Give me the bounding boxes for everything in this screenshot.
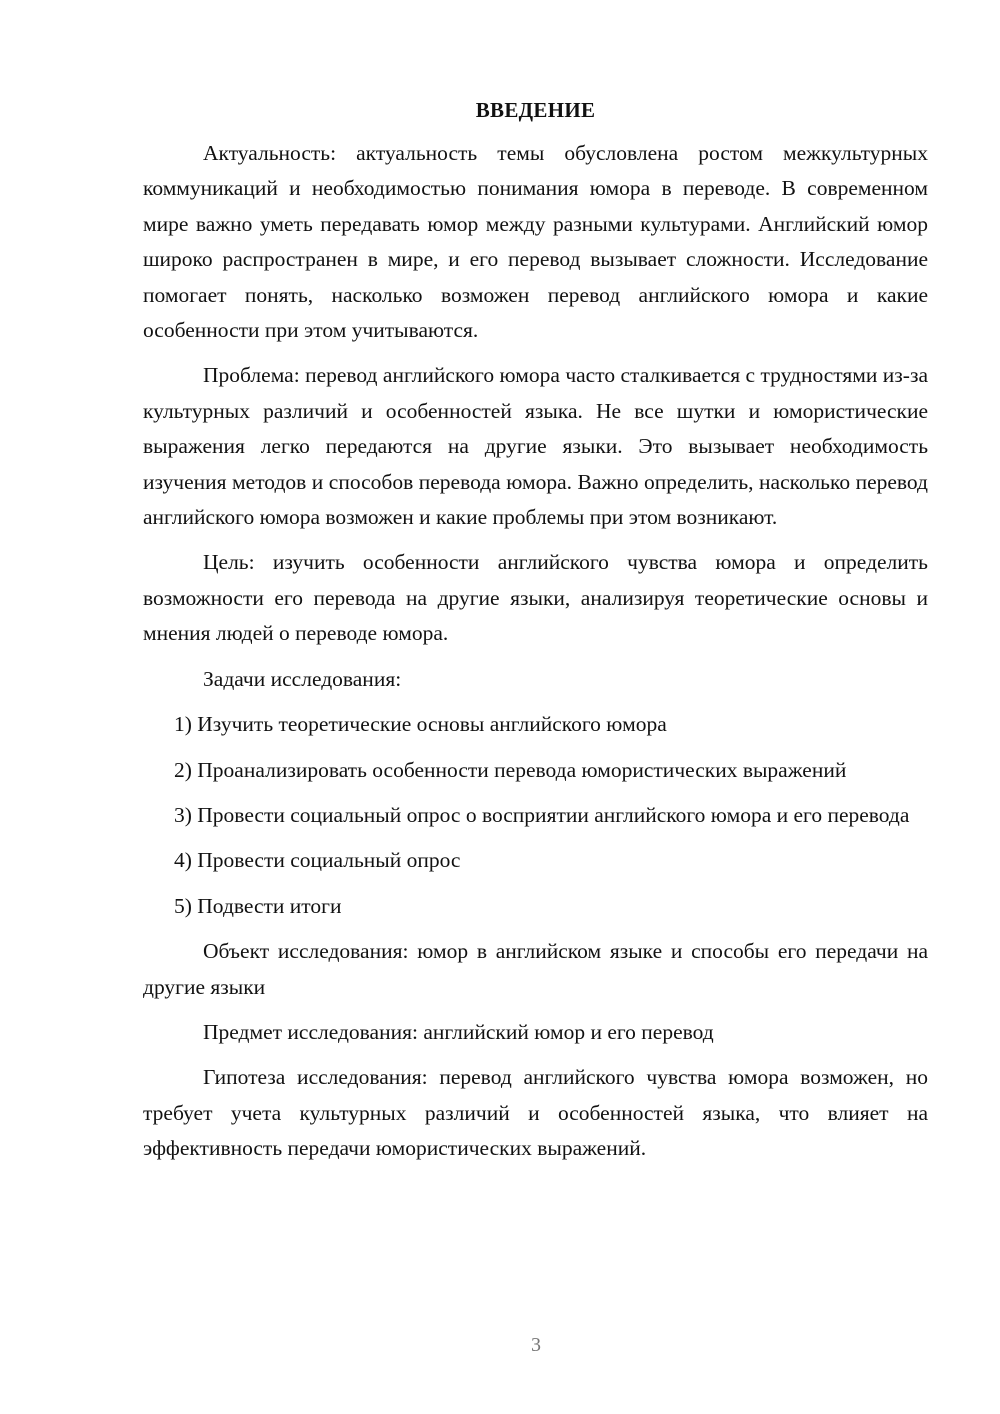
paragraph-tasks-title: Задачи исследования:	[203, 666, 402, 691]
paragraph-object: Объект исследования: юмор в английском языке и способы его передачи на другие языки	[143, 939, 928, 999]
task-item-3: 3) Провести социальный опрос о восприятии английского юмора и его перевода	[174, 802, 910, 827]
paragraph-goal: Цель: изучить особенности английского чувства юмора и определить возможности его перевода на другие языки, анализируя теоретические основы и мнения людей о переводе юмора.	[143, 550, 928, 646]
page-number: 3	[531, 1334, 541, 1356]
section-heading: ВВЕДЕНИЕ	[475, 98, 596, 122]
task-item-4: 4) Провести социальный опрос	[174, 848, 461, 873]
task-item-1: 1) Изучить теоретические основы английского юмора	[174, 712, 667, 737]
paragraph-problem: Проблема: перевод английского юмора часто сталкивается с трудностями из-за культурных различий и особенностей языка. Не все шутки и юмористические выражения легко передаются на другие языки. Это вызывает необходимость изучения методов и способов перевода юмора. Важно определить, насколько перевод английского юмора возможен и какие проблемы при этом возникают.	[143, 363, 928, 530]
document-page	[143, 96, 928, 1177]
task-item-2: 2) Проанализировать особенности перевода юмористических выражений	[174, 757, 847, 782]
task-item-5: 5) Подвести итоги	[174, 893, 342, 918]
paragraph-hypothesis: Гипотеза исследования: перевод английского чувства юмора возможен, но требует учета культурных различий и особенностей языка, что влияет на эффективность передачи юмористических выражений.	[143, 1065, 928, 1161]
paragraph-relevance: Актуальность: актуальность темы обусловлена ростом межкультурных коммуникаций и необходимостью понимания юмора в переводе. В современном мире важно уметь передавать юмор между разными культурами. Английский юмор широко распространен в мире, и его перевод вызывает сложности. Исследование помогает понять, насколько возможен перевод английского юмора и какие особенности при этом учитываются.	[143, 141, 928, 343]
paragraph-subject: Предмет исследования: английский юмор и его перевод	[203, 1019, 714, 1044]
